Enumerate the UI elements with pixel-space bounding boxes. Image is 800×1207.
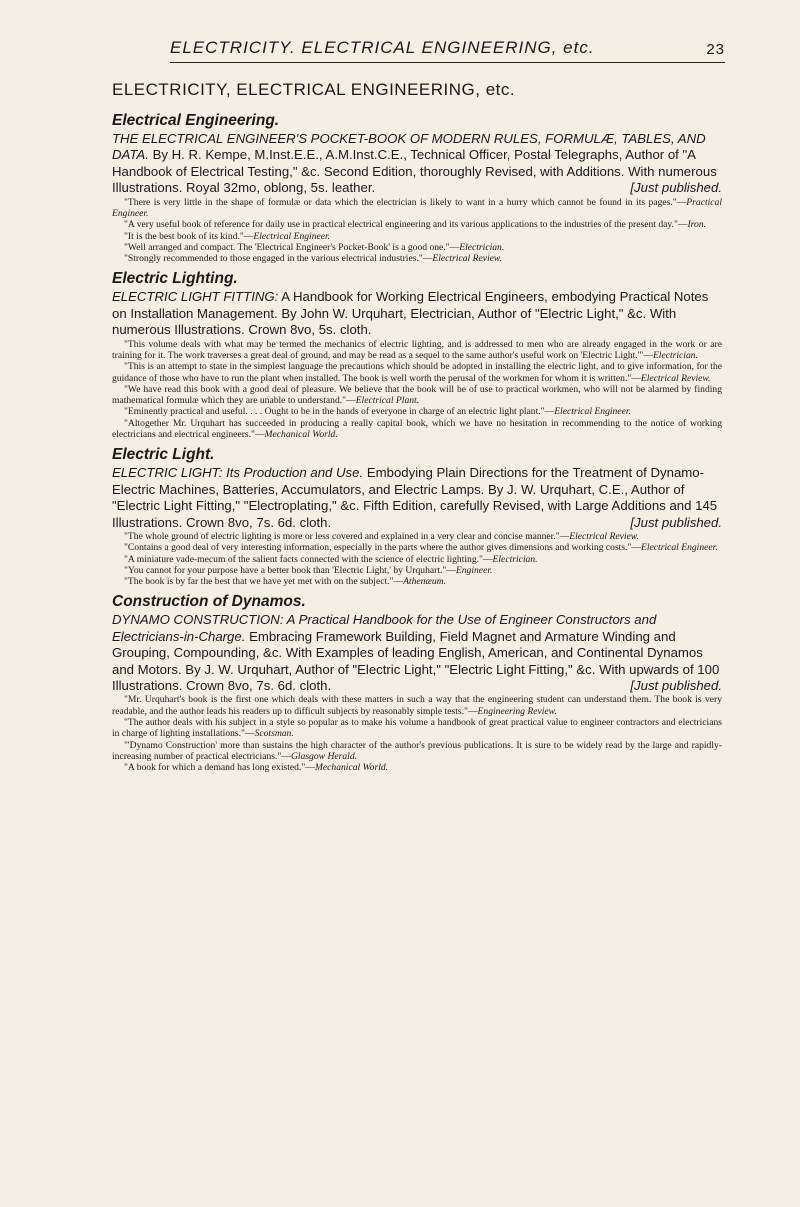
book-listings bbox=[112, 112, 722, 774]
section-heading: Electrical Engineering. bbox=[112, 112, 280, 129]
review-source: Electrical Engineer. bbox=[253, 230, 331, 242]
review-text: "Well arranged and compact. The 'Electrical Engineer's Pocket-Book' is a good one."— bbox=[124, 241, 460, 253]
review-quote bbox=[112, 406, 722, 417]
review-text: "Mr. Urquhart's book is the first one which deals with these matters in such a way that the engineering student can understand them. The book is very readable, and the author leads his readers up to difficult subjects by reasonably simple tests."— bbox=[112, 694, 722, 717]
main-title: ELECTRICITY, ELECTRICAL ENGINEERING, etc. bbox=[112, 80, 516, 99]
review-quote bbox=[112, 740, 722, 763]
review-source: Electrical Review. bbox=[432, 253, 502, 265]
book-listing bbox=[112, 270, 722, 440]
review-source: Engineer. bbox=[455, 564, 493, 576]
review-source: Electrician. bbox=[459, 241, 505, 253]
book-description: Embracing Framework Building, Field Magnet and Armature Winding and Grouping, Compounding, &c. With Examples of leading English, American, and Continental Dynamos and Motors. By J. W. Urquhart, Author of "Electric Light," "Electric Light Fitting," &c. With upwards of 100 Illustrations. Crown 8vo, 7s. 6d. cloth. bbox=[112, 628, 720, 694]
review-source: Electrician. bbox=[492, 553, 538, 565]
review-text: "A book for which a demand has long existed."— bbox=[124, 762, 315, 774]
review-quote bbox=[112, 231, 722, 242]
review-text: "Contains a good deal of very interesting information, especially in the parts where the author gives dimensions and working costs."— bbox=[124, 542, 641, 554]
review-quote bbox=[112, 418, 722, 441]
section-heading: Electric Lighting. bbox=[112, 270, 238, 288]
book-entry bbox=[112, 289, 722, 338]
review-text: "We have read this book with a good deal of pleasure. We believe that the book will be of use to practical workmen, who will not be alarmed by finding mathematical formulæ which they are unable to understand."— bbox=[112, 383, 722, 407]
review-quote bbox=[112, 542, 722, 553]
review-source: Electrician. bbox=[652, 349, 698, 361]
review-text: "The book is by far the best that we have yet met with on the subject."— bbox=[124, 576, 404, 588]
book-entry bbox=[112, 131, 722, 197]
review-quote bbox=[112, 554, 722, 565]
review-quote bbox=[112, 384, 722, 407]
review-quote bbox=[112, 576, 722, 587]
review-quote bbox=[112, 531, 722, 542]
page-number: 23 bbox=[706, 41, 725, 58]
review-quote bbox=[112, 694, 722, 717]
review-source: Scotsman. bbox=[254, 728, 294, 740]
review-text: "A miniature vade-mecum of the salient facts connected with the science of electric lighting."— bbox=[124, 553, 493, 565]
publication-note: [Just published. bbox=[630, 678, 722, 694]
review-quote bbox=[112, 361, 722, 384]
section-heading: Construction of Dynamos. bbox=[112, 593, 306, 611]
running-title: ELECTRICITY. ELECTRICAL ENGINEERING, etc. bbox=[170, 38, 595, 57]
publication-note: [Just published. bbox=[630, 180, 722, 196]
section-heading: Electric Light. bbox=[112, 446, 215, 464]
review-text: "'Dynamo Construction' more than sustains the high character of the author's previous publications. It is sure to be widely read by the large and rapidly-increasing number of practical electricians."— bbox=[112, 739, 722, 762]
book-title: DYNAMO CONSTRUCTION: A Practical Handbook for the Use of Engineer Constructors and Electricians-in-Charge. bbox=[112, 612, 657, 644]
publication-note: [Just published. bbox=[630, 514, 722, 530]
review-source: Electrical Engineer. bbox=[554, 406, 631, 418]
review-source: Electrical Plant. bbox=[355, 395, 420, 407]
review-source: Glasgow Herald. bbox=[290, 750, 358, 762]
book-entry bbox=[112, 612, 722, 694]
review-source: Iron. bbox=[687, 219, 707, 231]
book-listing bbox=[112, 593, 722, 773]
book-listing bbox=[112, 112, 722, 264]
review-text: "There is very little in the shape of formulæ or data which the electrician is likely to want in a hurry which cannot be found in its pages."— bbox=[124, 196, 687, 208]
review-source: Athenæum. bbox=[403, 576, 446, 588]
review-source: Practical Engineer. bbox=[112, 196, 722, 219]
review-quote bbox=[112, 219, 722, 230]
review-source: Mechanical World. bbox=[264, 429, 338, 440]
review-quote bbox=[112, 197, 722, 220]
book-title: ELECTRIC LIGHT: Its Production and Use. bbox=[112, 465, 364, 481]
book-entry bbox=[112, 465, 722, 531]
review-text: "Strongly recommended to those engaged in the various electrical industries."— bbox=[124, 253, 433, 265]
review-quote bbox=[112, 339, 722, 362]
review-text: "The author deals with his subject in a style so popular as to make his volume a handbook of great practical value to engineer contractors and electricians in charge of lighting installations."— bbox=[112, 717, 722, 740]
book-description: A Handbook for Working Electrical Engineers, embodying Practical Notes on Installation Management. By John W. Urquhart, Electrician, Author of "Electric Light," &c. With numerous Illustrations. Crown 8vo, 5s. cloth. bbox=[112, 289, 709, 338]
running-header bbox=[170, 38, 725, 63]
review-text: "It is the best book of its kind."— bbox=[124, 230, 254, 242]
book-listing bbox=[112, 446, 722, 587]
book-title: ELECTRIC LIGHT FITTING: bbox=[112, 289, 279, 305]
book-description: By H. R. Kempe, M.Inst.E.E., A.M.Inst.C.E., Technical Officer, Postal Telegraphs, Author of "A Handbook of Electrical Testing," &c. Second Edition, thoroughly Revised, with Additions. With numerous Illustrations. Royal 32mo, oblong, 5s. leather. bbox=[112, 147, 717, 196]
review-source: Electrical Review. bbox=[569, 530, 639, 542]
book-description: Embodying Plain Directions for the Treatment of Dynamo-Electric Machines, Batteries, Accumulators, and Electric Lamps. By J. W. Urquhart, C.E., Author of "Electric Light Fitting," "Electroplating," &c. Fifth Edition, carefully Revised, with Large Additions and 145 Illustrations. Crown 8vo, 7s. 6d. cloth. bbox=[112, 465, 718, 530]
review-source: Electrical Engineer. bbox=[641, 542, 718, 554]
review-quote bbox=[112, 253, 722, 264]
review-quote bbox=[112, 565, 722, 576]
review-text: "Altogether Mr. Urquhart has succeeded in producing a really capital book, which we have no hesitation in recommending to the notice of working electricians and electrical engineers."— bbox=[112, 417, 722, 440]
review-source: Electrical Review. bbox=[640, 372, 711, 384]
review-text: "Eminently practical and useful. . . . Ought to be in the hands of everyone in charge of an electric light plant."— bbox=[124, 406, 555, 418]
book-title: THE ELECTRICAL ENGINEER'S POCKET-BOOK OF MODERN RULES, FORMULÆ, TABLES, AND DATA. bbox=[112, 131, 706, 163]
review-quote bbox=[112, 762, 722, 773]
review-quote bbox=[112, 717, 722, 740]
review-text: "This volume deals with what may be termed the mechanics of electric lighting, and is addressed to men who are already engaged in the work or are training for it. The work traverses a great deal of ground, and may be read as a sequel to the same author's useful work on 'Electric Light.'"— bbox=[112, 338, 722, 361]
review-source: Mechanical World. bbox=[314, 762, 389, 774]
page-content bbox=[112, 80, 722, 780]
review-quote bbox=[112, 242, 722, 253]
review-text: "This is an attempt to state in the simplest language the precautions which should be adopted in installing the electric light, and to give information, for the guidance of those who have to run the plant when installed. The book is well worth the perusal of the workmen for whom it is written."— bbox=[112, 361, 722, 384]
review-text: "The whole ground of electric lighting is more or less covered and explained in a very clear and concise manner."— bbox=[124, 530, 570, 542]
review-text: "You cannot for your purpose have a better book than 'Electric Light,' by Urquhart."— bbox=[124, 564, 456, 576]
review-source: Engineering Review. bbox=[477, 705, 557, 717]
review-text: "A very useful book of reference for daily use in practical electrical engineering and its various applications to the industries of the present day."— bbox=[124, 219, 688, 231]
